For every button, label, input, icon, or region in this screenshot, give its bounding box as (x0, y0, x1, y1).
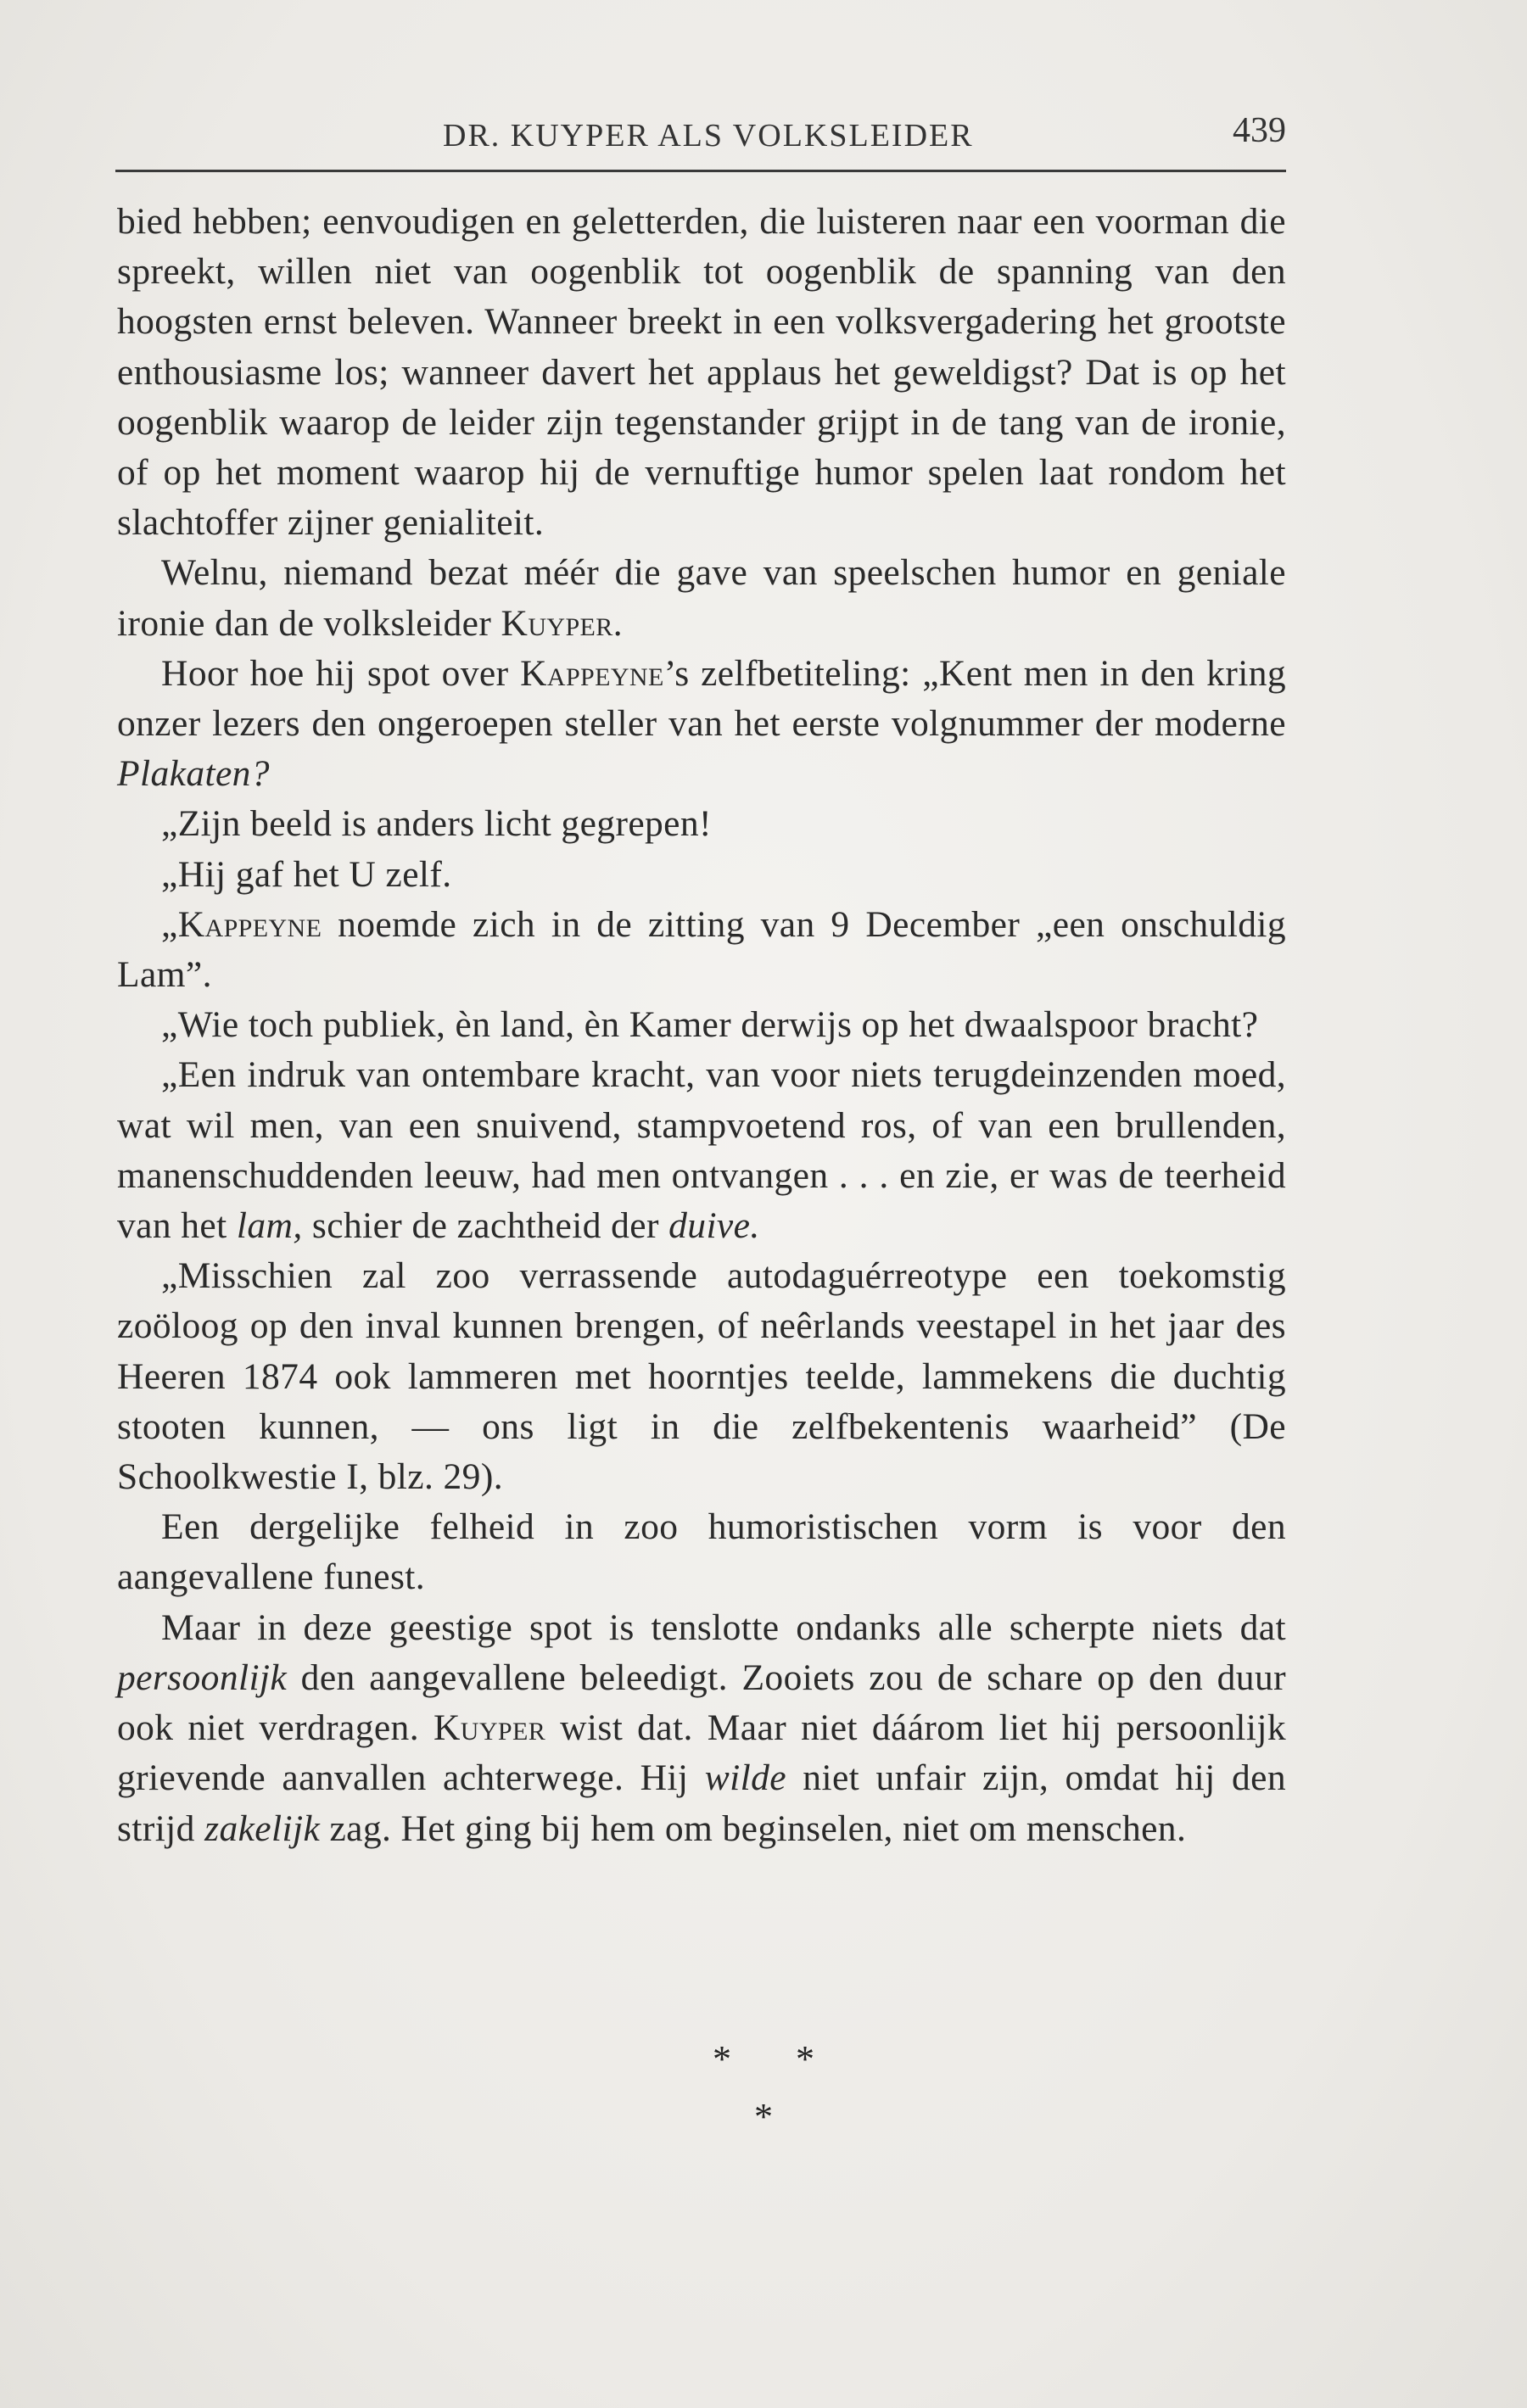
asterism-star: * (754, 2096, 773, 2137)
paragraph-11-part-b: den aangevallene beleedigt. Zooiets zou de schare op den duur ook niet verdragen. (117, 1657, 1286, 1749)
paragraph-2-end: . (612, 602, 623, 644)
paragraph-3-middle: ’s zelfbetiteling: „Kent men in den kring onzer lezers den ongeroepen steller van het eerste volgnummer der moderne (117, 652, 1287, 745)
paragraph-9 (117, 1251, 1286, 1502)
paragraph-5 (117, 850, 1286, 900)
paragraph-11-part-d: niet unfair zijn, omdat hij den strijd (117, 1757, 1286, 1849)
paragraph-11-text: Maar in deze geestige spot is tenslotte ondanks alle scherpte niets dat (161, 1606, 1286, 1648)
paragraph-10 (117, 1502, 1286, 1602)
name-kappeyne: Kappeyne (520, 652, 664, 694)
name-kuyper-2: Kuyper (433, 1707, 546, 1749)
italic-duive: duive. (668, 1205, 760, 1247)
paragraph-1-text: bied hebben; eenvoudigen en geletterden, die luisteren naar een voorman die spreekt, willen niet van oogenblik tot oogenblik de spanning van den hoogsten ernst beleven. Wanneer breekt in een volksvergadering het grootste enthousiasme los; wanneer davert het applaus het geweldigst? Dat is op het oogenblik waarop de leider zijn tegenstander grijpt in de tang van de ironie, of op het moment waarop hij de vernuftige humor spelen laat rondom het slachtoffer zijner genialiteit. (117, 201, 1286, 544)
italic-persoonlijk: persoonlijk (117, 1657, 288, 1698)
paragraph-8 (117, 1050, 1286, 1251)
asterism-top-row (0, 2037, 1527, 2081)
paragraph-5-text: „Hij gaf het U zelf. (161, 853, 452, 895)
paragraph-4-text: „Zijn beeld is anders licht gegrepen! (161, 803, 712, 845)
name-kuyper: Kuyper (501, 602, 613, 644)
paragraph-8-middle: schier de zachtheid der (302, 1205, 669, 1247)
italic-zakelijk: zakelijk (204, 1807, 321, 1849)
running-head: DR. KUYPER ALS VOLKSLEIDER (443, 118, 974, 154)
paragraph-8-text: „Een indruk van ontembare kracht, van voor niets terugdeinzenden moed, wat wil men, van een snuivend, stampvoetend ros, of van een brullenden, manenschuddenden leeuw, had men ontvangen . . . en zie, er was de teerheid van het (117, 1054, 1286, 1247)
paragraph-4 (117, 799, 1286, 849)
paragraph-10-text: Een dergelijke felheid in zoo humoristischen vorm is voor den aangevallene funest. (117, 1506, 1286, 1598)
asterism-star: * (713, 2038, 731, 2080)
paragraph-11 (117, 1603, 1286, 1854)
asterism-bottom-row (0, 2095, 1527, 2138)
paragraph-2 (117, 548, 1286, 648)
paragraph-6-quote: „ (161, 903, 178, 945)
asterism-star: * (796, 2038, 814, 2080)
paragraph-3-text: Hoor hoe hij spot over (161, 652, 521, 694)
page-header (115, 109, 1286, 172)
paragraph-1 (117, 197, 1286, 548)
italic-wilde: wilde (704, 1757, 786, 1799)
paragraph-7 (117, 1000, 1286, 1050)
italic-lam: lam, (236, 1205, 303, 1247)
name-kappeyne-2: Kappeyne (177, 903, 322, 945)
paragraph-2-text: Welnu, niemand bezat méér die gave van speelschen humor en geniale ironie dan de volksleider (117, 552, 1286, 644)
paragraph-6 (117, 900, 1286, 1000)
italic-plakaten: Plakaten? (117, 753, 270, 795)
paragraph-3 (117, 649, 1286, 800)
paragraph-9-text: „Misschien zal zoo verrassende autodaguérreotype een toekomstig zoöloog op den inval kunnen brengen, of neêrlands veestapel in het jaar des Heeren 1874 ook lammeren met hoorntjes teelde, lammekens die duchtig stooten kunnen, — ons ligt in die zelfbekentenis waarheid” (De Schoolkwestie I, blz. 29). (117, 1255, 1286, 1498)
paragraph-11-part-c: wist dat. Maar niet dáárom liet hij persoonlijk grievende aanvallen achterwege. Hij (117, 1707, 1286, 1799)
body-text (117, 197, 1286, 1854)
paragraph-7-text: „Wie toch publiek, èn land, èn Kamer derwijs op het dwaalspoor bracht? (161, 1004, 1259, 1046)
paragraph-11-part-e: zag. Het ging bij hem om beginselen, niet om menschen. (320, 1807, 1187, 1849)
page-number: 439 (1233, 111, 1286, 150)
paragraph-6-text: noemde zich in de zitting van 9 December „een onschuldig Lam”. (117, 903, 1286, 996)
